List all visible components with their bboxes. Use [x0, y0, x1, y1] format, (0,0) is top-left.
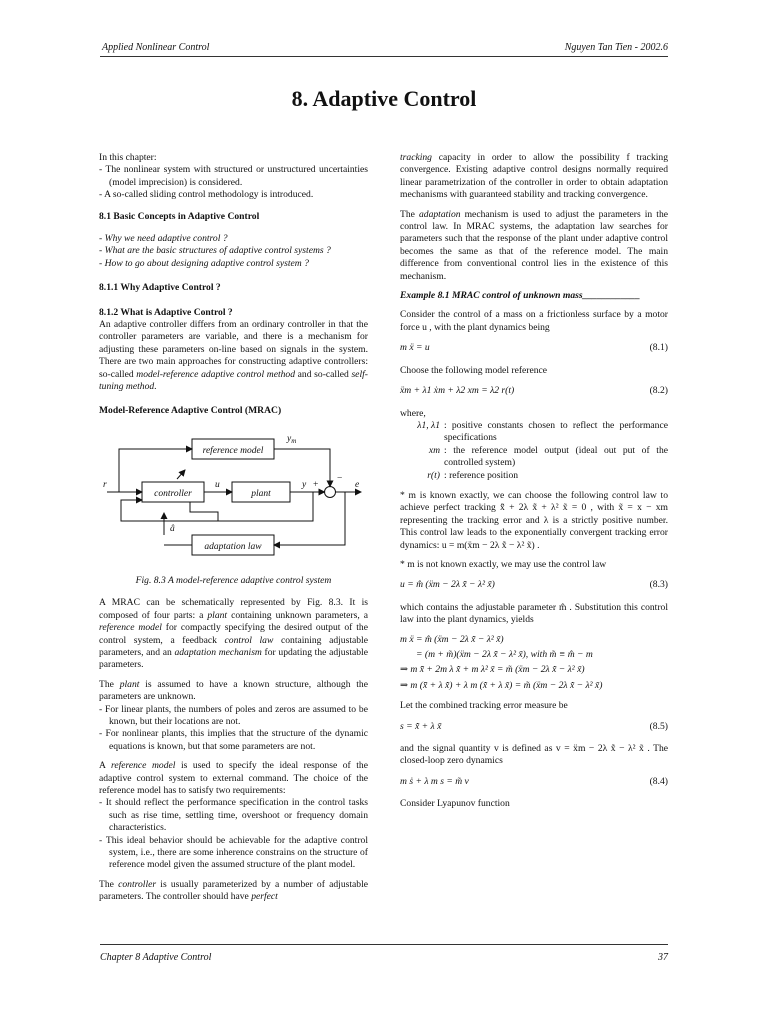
- paragraph: tracking capacity in order to allow the possibility f tracking convergence. Existing adaptive control designs normally required linear parametrization of the controller in order to obtain adaptation mechanisms with guaranteed stability and tracking convergence.: [400, 152, 668, 201]
- chapter-title: 8. Adaptive Control: [291, 86, 477, 111]
- figure-caption: Fig. 8.3 A model-reference adaptive control system: [135, 574, 332, 586]
- paragraph: An adaptive controller differs from an ordinary controller in that the controller parameters are variable, and there is a mechanism for adjusting these parameters on-line based on signals in the system. There are two main approaches for constructing adaptive controllers: so-called model-reference adaptive control method and so-called self-tuning method.: [99, 319, 368, 393]
- paragraph: A MRAC can be schematically represented by Fig. 8.3. It is composed of four parts: a plant containing unknown parameters, a reference model for compactly specifying the desired output of the control system, a feedback control law containing adjustable parameters, and an adaptation mechanism for updating the adjustable parameters.: [99, 597, 368, 671]
- paragraph: The plant is assumed to have a known structure, although the parameters are unknown.: [99, 678, 368, 703]
- derivation-line: m ẍ = m̂ (ẍm − 2λ x̃̇ − λ² x̃): [400, 633, 504, 645]
- section-heading-8-1-1: 8.1.1 Why Adaptive Control ?: [99, 282, 221, 294]
- page-number: 37: [658, 952, 668, 963]
- list-item: - A so-called sliding control methodology is introduced.: [99, 189, 314, 201]
- right-column: [400, 152, 668, 818]
- reference-model-list: [99, 797, 368, 871]
- left-column: [99, 152, 368, 911]
- signal-a-hat-label: â: [170, 523, 175, 534]
- list-item: - For linear plants, the numbers of poles and zeros are assumed to be known, but their locations are not.: [99, 703, 368, 727]
- summing-junction: [325, 486, 336, 497]
- plant-label: plant: [251, 488, 271, 499]
- reference-model-label: reference model: [202, 445, 264, 456]
- paragraph: The controller is usually parameterized by a number of adjustable parameters. The controller should have perfect: [99, 878, 368, 903]
- plus-sign: +: [313, 479, 319, 490]
- mrac-block-diagram: [99, 421, 368, 571]
- running-header-title: Applied Nonlinear Control: [102, 42, 210, 53]
- paragraph: * m is not known exactly, we may use the control law: [400, 558, 607, 570]
- paragraph: Consider Lyapunov function: [400, 798, 510, 810]
- footer-chapter: Chapter 8 Adaptive Control: [100, 952, 212, 963]
- footer-rule: [100, 944, 668, 945]
- controller-label: controller: [154, 488, 192, 499]
- paragraph: A reference model is used to specify the ideal response of the adaptive control system to external command. The choice of the reference model has to satisfy two requirements:: [99, 760, 368, 796]
- signal-y-label: y: [302, 479, 307, 490]
- definition-list: [400, 420, 668, 482]
- signal-r-label: r: [103, 479, 107, 490]
- paragraph: which contains the adjustable parameter m̂ . Substitution this control law into the plant dynamics, yields: [400, 601, 668, 626]
- section-heading-8-1: 8.1 Basic Concepts in Adaptive Control: [99, 210, 260, 222]
- equation-8-4: m ṡ + λ m s = m̃ v (8.4): [400, 775, 668, 787]
- running-header-author: Nguyen Tan Tien - 2002.6: [564, 42, 668, 53]
- header-rule: [100, 56, 668, 57]
- equation-8-5: s = x̃̇ + λ x̃ (8.5): [400, 720, 668, 732]
- definition-term: xm: [428, 444, 440, 456]
- derivation-block: [400, 634, 668, 693]
- question-list: [99, 233, 368, 270]
- list-item: - For nonlinear plants, this implies that the structure of the dynamic equations is known, but that some parameters are not.: [99, 728, 368, 752]
- example-heading: Example 8.1 MRAC control of unknown mass____________: [400, 290, 641, 302]
- where-label: where,: [400, 407, 426, 419]
- list-item: - This ideal behavior should be achievable for the adaptive control system, i.e., there are some inherence constrains on the structure of reference model given the assumed structure of the plant model.: [99, 834, 368, 871]
- definition-text: : positive constants chosen to reflect the performance specifications: [444, 419, 668, 444]
- derivation-line: ⇒ m x̃̈ + 2m λ x̃̇ + m λ² x̃ = m̃ (ẍm − 2λ x̃̇ − λ² x̃): [400, 664, 585, 676]
- signal-e-label: e: [355, 479, 360, 490]
- definition-term: r(t): [427, 469, 440, 481]
- equation-8-2: ẍm + λ1 ẋm + λ2 xm = λ2 r(t) (8.2): [400, 385, 668, 397]
- mrac-diagram-svg: [99, 421, 368, 571]
- list-item: - Why we need adaptive control ?: [99, 233, 228, 245]
- section-heading-8-1-2: 8.1.2 What is Adaptive Control ?: [99, 306, 233, 318]
- paragraph: and the signal quantity v is defined as v = ẍm − 2λ x̃̇ − λ² x̃ . The closed-loop zero dynamics: [400, 743, 668, 767]
- plant-list: [99, 704, 368, 754]
- equation-8-1: m ẍ = u (8.1): [400, 342, 668, 354]
- minus-sign: −: [337, 473, 343, 484]
- paragraph: Consider the control of a mass on a frictionless surface by a motor force u , with the plant dynamics being: [400, 309, 668, 333]
- list-item: - How to go about designing adaptive control system ?: [99, 257, 309, 269]
- signal-ym-label: $y_m$: [287, 433, 297, 445]
- paragraph: * m is known exactly, we can choose the following control law to achieve perfect tracking x̃̈ + 2λ x̃̇ + λ² x̃ = 0 , with x̃ = x − xm representing the tracking error and λ is a strictly positive number. This control law leads to the exponentially convergent tracking error dynamics: u = m(ẍm − 2λ x̃̇ − λ² x̃) .: [400, 489, 668, 551]
- list-item: - What are the basic structures of adaptive control systems ?: [99, 245, 331, 257]
- list-item: - It should reflect the performance specification in the control tasks such as rise time, settling time, overshoot or frequency domain characteristics.: [99, 797, 368, 834]
- list-item: - The nonlinear system with structured or unstructured uncertainties (model imprecision) is considered.: [99, 164, 368, 188]
- derivation-line: = (m + m̃)(ẍm − 2λ x̃̇ − λ² x̃), with m̃ ≡ m̂ − m: [416, 649, 593, 660]
- intro-label: In this chapter:: [99, 152, 157, 163]
- definition-text: : the reference model output (ideal out put of the controlled system): [444, 444, 668, 469]
- intro-list: [99, 164, 368, 201]
- derivation-line: ⇒ m (x̃̈ + λ x̃̇) + λ m (x̃̇ + λ x̃) = m̃ (ẍm − 2λ x̃̇ − λ² x̃): [400, 679, 603, 691]
- definition-term: λ1, λ1: [417, 419, 440, 431]
- paragraph: Let the combined tracking error measure be: [400, 700, 568, 712]
- signal-u-label: u: [215, 479, 220, 490]
- paragraph: Choose the following model reference: [400, 364, 548, 376]
- mrac-heading: Model-Reference Adaptive Control (MRAC): [99, 404, 282, 416]
- paragraph: The adaptation mechanism is used to adjust the parameters in the control law. In MRAC systems, the adaptation law searches for parameters such that the response of the plant under adaptive control becomes the same as that of the reference model. The main difference from conventional control lies in the existence of this mechanism.: [400, 208, 668, 282]
- adaptation-law-label: adaptation law: [204, 541, 262, 552]
- equation-8-3: u = m̂ (ẍm − 2λ x̃̇ − λ² x̃) (8.3): [400, 579, 668, 591]
- definition-text: : reference position: [444, 469, 519, 481]
